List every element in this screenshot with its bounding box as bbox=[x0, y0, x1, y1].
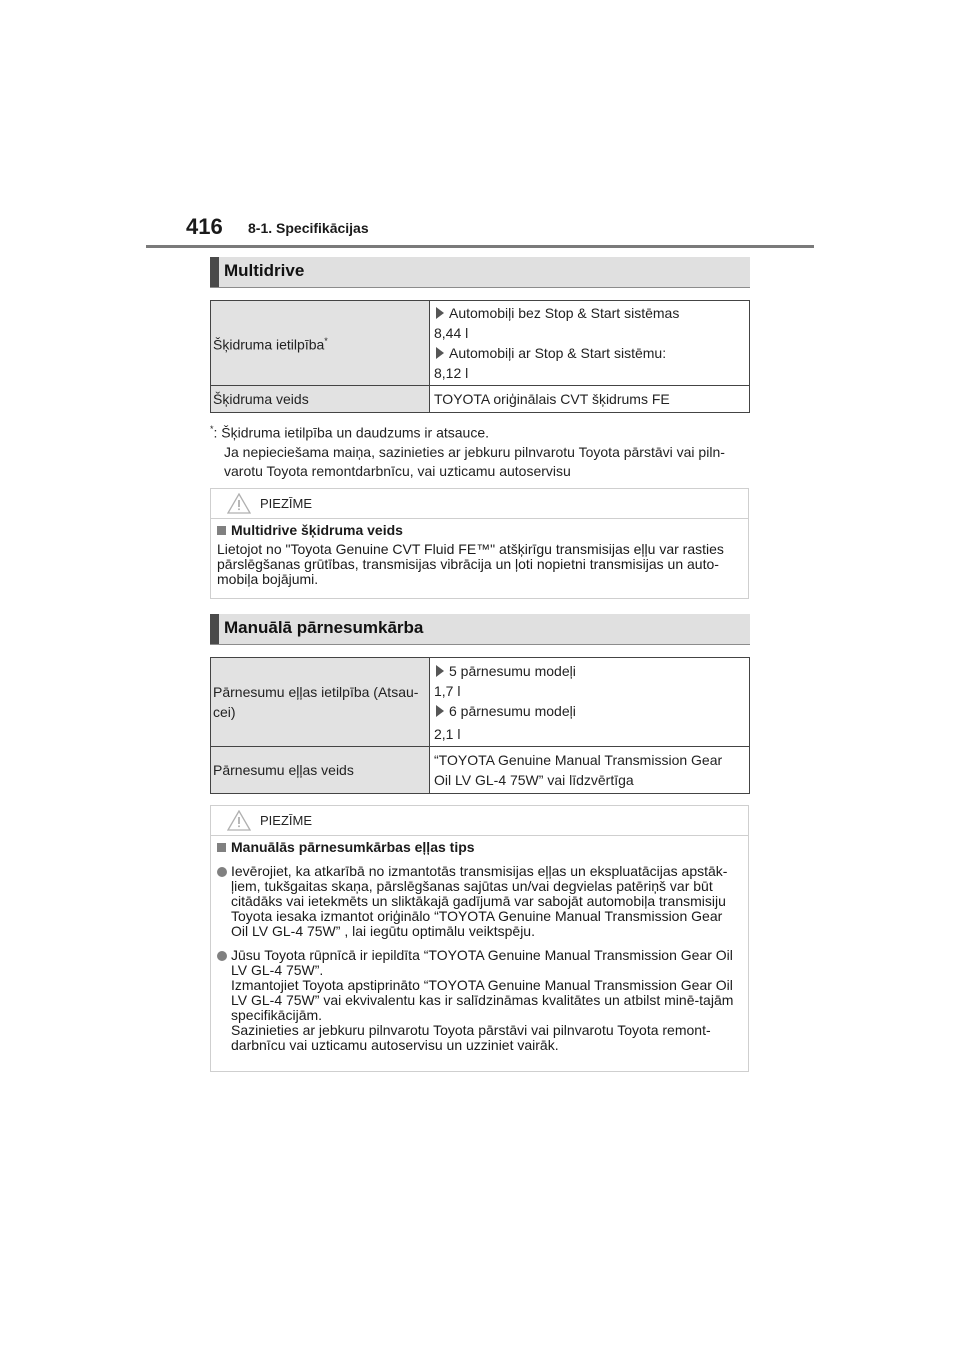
note-box-manual bbox=[210, 805, 749, 1072]
page-number: 416 bbox=[186, 214, 223, 239]
capacity-value-cell bbox=[430, 301, 750, 386]
note-heading: Manuālās pārnesumkārbas eļļas tips bbox=[231, 839, 475, 855]
oil-capacity-value-cell bbox=[430, 658, 750, 747]
footnote-mark: * bbox=[324, 335, 328, 346]
circle-bullet-icon bbox=[217, 951, 227, 961]
capacity-label-cell bbox=[211, 301, 430, 386]
chapter-title: 8-1. Specifikācijas bbox=[248, 220, 369, 236]
note-header bbox=[211, 489, 748, 519]
note-title: PIEZĪME bbox=[260, 496, 313, 511]
oil-type-value: Oil LV GL-4 75W” vai līdzvērtīga bbox=[434, 772, 634, 788]
note-body bbox=[211, 519, 748, 593]
oil-capacity-label-cell bbox=[211, 658, 430, 747]
capacity-option: Automobiļi bez Stop & Start sistēmas bbox=[449, 305, 680, 321]
footnote-line: : Šķidruma ietilpība un daudzums ir atsauce. bbox=[213, 424, 489, 441]
triangle-bullet-icon bbox=[436, 347, 444, 359]
footnote-line: varotu Toyota remontdarbnīcu, vai uzticamu autoservisu bbox=[224, 462, 571, 479]
triangle-bullet-icon bbox=[436, 665, 444, 677]
capacity-label: Šķidruma ietilpība bbox=[213, 336, 325, 353]
footnote-mark: * bbox=[210, 424, 214, 434]
square-bullet-icon bbox=[217, 526, 226, 535]
oil-type-value-cell bbox=[430, 747, 750, 794]
note-text: Jūsu Toyota rūpnīcā ir iepildīta “TOYOTA Genuine Manual Transmission Gear Oil LV GL-4 75W”. bbox=[231, 947, 733, 978]
oil-capacity-label: Pārnesumu eļļas ietilpība (Atsau- bbox=[213, 684, 419, 700]
note-heading: Multidrive šķidruma veids bbox=[231, 522, 403, 538]
note-box-multidrive bbox=[210, 488, 749, 599]
capacity-value: 8,44 l bbox=[434, 325, 469, 341]
note-title: PIEZĪME bbox=[260, 813, 313, 828]
triangle-bullet-icon bbox=[436, 307, 444, 319]
capacity-option: Automobiļi ar Stop & Start sistēmu: bbox=[449, 345, 667, 361]
note-text: Ievērojiet, ka atkarībā no izmantotās transmisijas eļļas un ekspluatācijas apstāk-ļiem, tukšgaitas skaņa, pārslēgšanas sajūtas un/vai degvielas patēriņš var būt citādāks vai ietekmēts un sliktākajā gadījumā var sabojāt automobiļa transmisiju Toyota iesaka izmantot oriģinālo “TOYOTA Genuine Manual Transmission Gear Oil LV GL-4 75W” , lai iegūtu optimālu veiktspēju. bbox=[231, 863, 728, 939]
warning-triangle-icon bbox=[227, 493, 251, 514]
list-item bbox=[217, 948, 742, 1053]
fluid-type-label: Šķidruma veids bbox=[211, 386, 430, 413]
table-row bbox=[211, 747, 750, 794]
capacity-value: 8,12 l bbox=[434, 365, 469, 381]
warning-triangle-icon bbox=[227, 810, 251, 831]
section-title: Multidrive bbox=[224, 261, 305, 280]
note-text: Izmantojiet Toyota apstiprināto “TOYOTA Genuine Manual Transmission Gear Oil LV GL-4 75W” vai ekvivalentu kas ir salīdzināmas kvalitātes un atbilst minē-tajām specifikācijām. bbox=[231, 977, 734, 1023]
fluid-type-value: TOYOTA oriģinālais CVT šķidrums FE bbox=[430, 386, 750, 413]
capacity-value: 2,1 l bbox=[434, 725, 461, 742]
oil-type-label: Pārnesumu eļļas veids bbox=[211, 747, 430, 794]
manual-spec-table bbox=[210, 657, 750, 794]
section-header-manual bbox=[210, 614, 750, 645]
note-header bbox=[211, 806, 748, 836]
circle-bullet-icon bbox=[217, 867, 227, 877]
capacity-option: 6 pārnesumu modeļi bbox=[449, 702, 576, 719]
section-title: Manuālā pārnesumkārba bbox=[224, 618, 424, 637]
note-text: Lietojot no "Toyota Genuine CVT Fluid FE™" atšķirīgu transmisijas eļļu var rasties pārslēgšanas grūtības, transmisijas vibrācija un ļoti nopietni transmisijas un auto-mobiļa bojājumi. bbox=[217, 541, 724, 587]
triangle-bullet-icon bbox=[436, 705, 444, 717]
oil-capacity-label: cei) bbox=[213, 704, 236, 720]
table-row bbox=[211, 658, 750, 747]
note-body bbox=[211, 836, 748, 1059]
table-row bbox=[211, 301, 750, 386]
table-row bbox=[211, 386, 750, 413]
oil-type-value: “TOYOTA Genuine Manual Transmission Gear bbox=[434, 752, 723, 768]
note-text: Sazinieties ar jebkuru pilnvarotu Toyota pārstāvi vai pilnvarotu Toyota remont-darbnīcu vai uzticamu autoservisu un uzziniet vairāk. bbox=[231, 1022, 711, 1053]
footnote bbox=[210, 420, 750, 481]
section-header-multidrive bbox=[210, 257, 750, 288]
footnote-line: Ja nepieciešama maiņa, sazinieties ar jebkuru pilnvarotu Toyota pārstāvi vai piln- bbox=[224, 443, 725, 460]
capacity-option: 5 pārnesumu modeļi bbox=[449, 662, 576, 679]
capacity-value: 1,7 l bbox=[434, 682, 461, 699]
square-bullet-icon bbox=[217, 843, 226, 852]
multidrive-spec-table bbox=[210, 300, 750, 413]
list-item bbox=[217, 864, 742, 939]
header-divider bbox=[146, 245, 814, 248]
